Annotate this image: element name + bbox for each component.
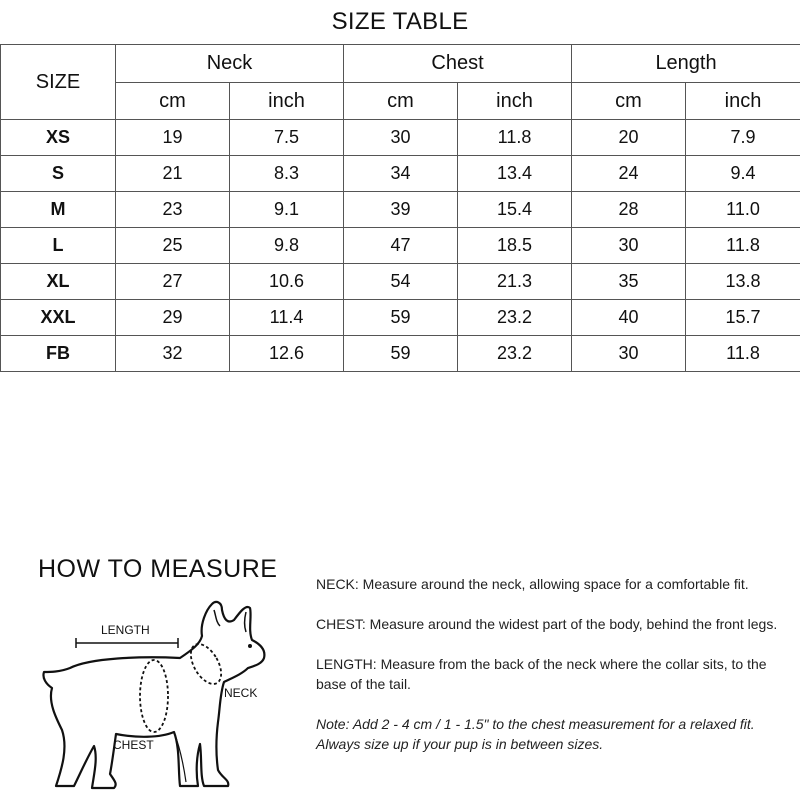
size-cell: FB (1, 336, 116, 372)
table-cell: 11.8 (686, 336, 800, 372)
table-cell: 15.4 (458, 192, 572, 228)
table-cell: 12.6 (230, 336, 344, 372)
table-row (1, 336, 800, 372)
table-cell: 30 (572, 336, 686, 372)
size-table-title: SIZE TABLE (0, 0, 800, 44)
table-cell: 9.8 (230, 228, 344, 264)
table-cell: 32 (116, 336, 230, 372)
table-cell: 23 (116, 192, 230, 228)
table-cell: 27 (116, 264, 230, 300)
table-cell: 23.2 (458, 336, 572, 372)
table-cell: 11.8 (458, 120, 572, 156)
table-cell: 35 (572, 264, 686, 300)
length-group-header: Length (572, 45, 800, 83)
measurement-instructions (316, 574, 794, 774)
table-row (1, 192, 800, 228)
table-cell: 19 (116, 120, 230, 156)
table-cell: 34 (344, 156, 458, 192)
chest-group-header: Chest (344, 45, 572, 83)
size-cell: S (1, 156, 116, 192)
unit-header: inch (230, 83, 344, 120)
table-cell: 29 (116, 300, 230, 336)
size-cell: XXL (1, 300, 116, 336)
table-cell: 39 (344, 192, 458, 228)
table-cell: 59 (344, 300, 458, 336)
table-cell: 9.4 (686, 156, 800, 192)
table-row (1, 156, 800, 192)
table-cell: 13.8 (686, 264, 800, 300)
table-cell: 54 (344, 264, 458, 300)
table-cell: 11.4 (230, 300, 344, 336)
table-cell: 30 (572, 228, 686, 264)
neck-instruction: NECK: Measure around the neck, allowing space for a comfortable fit. (316, 574, 794, 594)
unit-header: inch (686, 83, 800, 120)
table-row (1, 228, 800, 264)
table-cell: 25 (116, 228, 230, 264)
table-cell: 30 (344, 120, 458, 156)
table-row (1, 120, 800, 156)
length-label: LENGTH (101, 623, 150, 637)
table-cell: 8.3 (230, 156, 344, 192)
table-cell: 18.5 (458, 228, 572, 264)
table-cell: 21 (116, 156, 230, 192)
table-cell: 10.6 (230, 264, 344, 300)
size-table (0, 44, 800, 372)
table-cell: 7.5 (230, 120, 344, 156)
length-instruction: LENGTH: Measure from the back of the neck where the collar sits, to the base of the tail. (316, 654, 794, 694)
table-cell: 23.2 (458, 300, 572, 336)
unit-header: cm (572, 83, 686, 120)
table-row (1, 264, 800, 300)
fit-note: Note: Add 2 - 4 cm / 1 - 1.5" to the chest measurement for a relaxed fit. Always size up if your pup is in between sizes. (316, 714, 794, 754)
neck-group-header: Neck (116, 45, 344, 83)
table-cell: 11.8 (686, 228, 800, 264)
table-cell: 11.0 (686, 192, 800, 228)
unit-header: inch (458, 83, 572, 120)
table-cell: 13.4 (458, 156, 572, 192)
table-cell: 9.1 (230, 192, 344, 228)
neck-label: NECK (224, 686, 257, 700)
dog-measurement-diagram (40, 598, 290, 800)
table-cell: 20 (572, 120, 686, 156)
size-cell: L (1, 228, 116, 264)
table-cell: 21.3 (458, 264, 572, 300)
table-cell: 28 (572, 192, 686, 228)
size-cell: XL (1, 264, 116, 300)
table-cell: 7.9 (686, 120, 800, 156)
size-column-header: SIZE (1, 45, 116, 120)
size-cell: XS (1, 120, 116, 156)
table-cell: 59 (344, 336, 458, 372)
size-cell: M (1, 192, 116, 228)
how-to-measure-title: HOW TO MEASURE (38, 555, 277, 584)
table-row (1, 300, 800, 336)
unit-header: cm (116, 83, 230, 120)
table-cell: 15.7 (686, 300, 800, 336)
table-cell: 40 (572, 300, 686, 336)
table-cell: 47 (344, 228, 458, 264)
table-cell: 24 (572, 156, 686, 192)
chest-label: CHEST (113, 738, 154, 752)
chest-instruction: CHEST: Measure around the widest part of the body, behind the front legs. (316, 614, 794, 634)
unit-header: cm (344, 83, 458, 120)
